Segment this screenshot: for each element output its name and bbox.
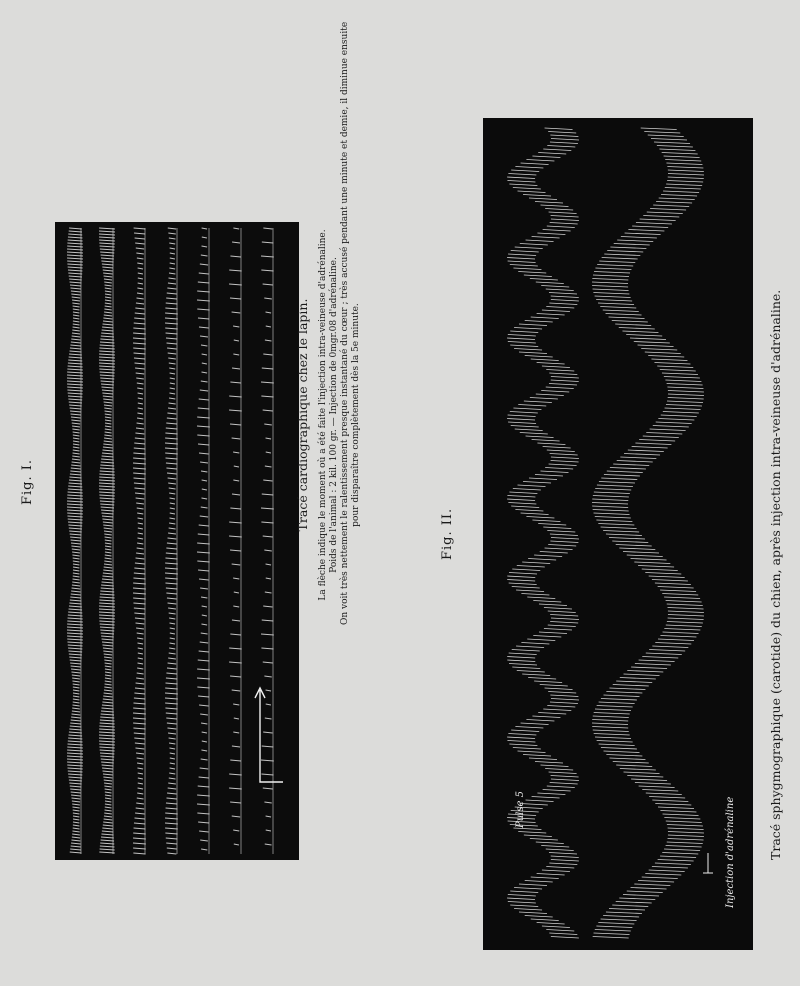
trace-row: [197, 228, 210, 850]
figure-2-sphygmograph-plate: [483, 118, 753, 950]
figure-1-caption: [295, 21, 365, 625]
figure-2-caption: Tracé sphygmographique (carotide) du chien, après injection intra-veineuse d'adrénaline.: [768, 289, 783, 860]
figure-1-cardiograph-plate: [55, 222, 299, 860]
figure-1-caption-line: pour disparaître complètement dès la 5e minute.: [351, 303, 361, 527]
trace-row: [261, 228, 274, 845]
pulse-trace: [592, 128, 704, 938]
figure-2-label: Fig. II.: [440, 507, 455, 560]
trace-row: [229, 228, 242, 845]
figure-1-caption-line: On voit très nettement le ralentissement presque instantané du cœur ; très accusé pendant une minute et demie, il diminue ensuite: [340, 21, 350, 625]
figure-1-caption-line: La flèche indique le moment où a été faite l'injection intra-veineuse d'adrénaline.: [318, 229, 328, 601]
trace-row: [67, 228, 83, 853]
figure-1-caption-line: Poids de l'animal : 2 kil. 100 gr. — Injection de 0mgr.08 d'adrénaline.: [329, 257, 339, 573]
injection-marker: [703, 853, 713, 873]
cardiograph-traces: [55, 222, 299, 860]
injection-arrow: [255, 688, 283, 782]
handwritten-note-pulse: Pulse 5: [515, 791, 526, 828]
figure-1-label: Fig. I.: [20, 458, 35, 505]
figure-1-caption-title: Tracé cardiographique chez le lapin.: [295, 298, 310, 532]
trace-row: [165, 228, 178, 854]
trace-row: [99, 228, 115, 853]
handwritten-note-injection: Injection d'adrénaline: [725, 796, 736, 908]
sphygmograph-traces: [483, 118, 753, 950]
trace-row: [133, 228, 146, 854]
